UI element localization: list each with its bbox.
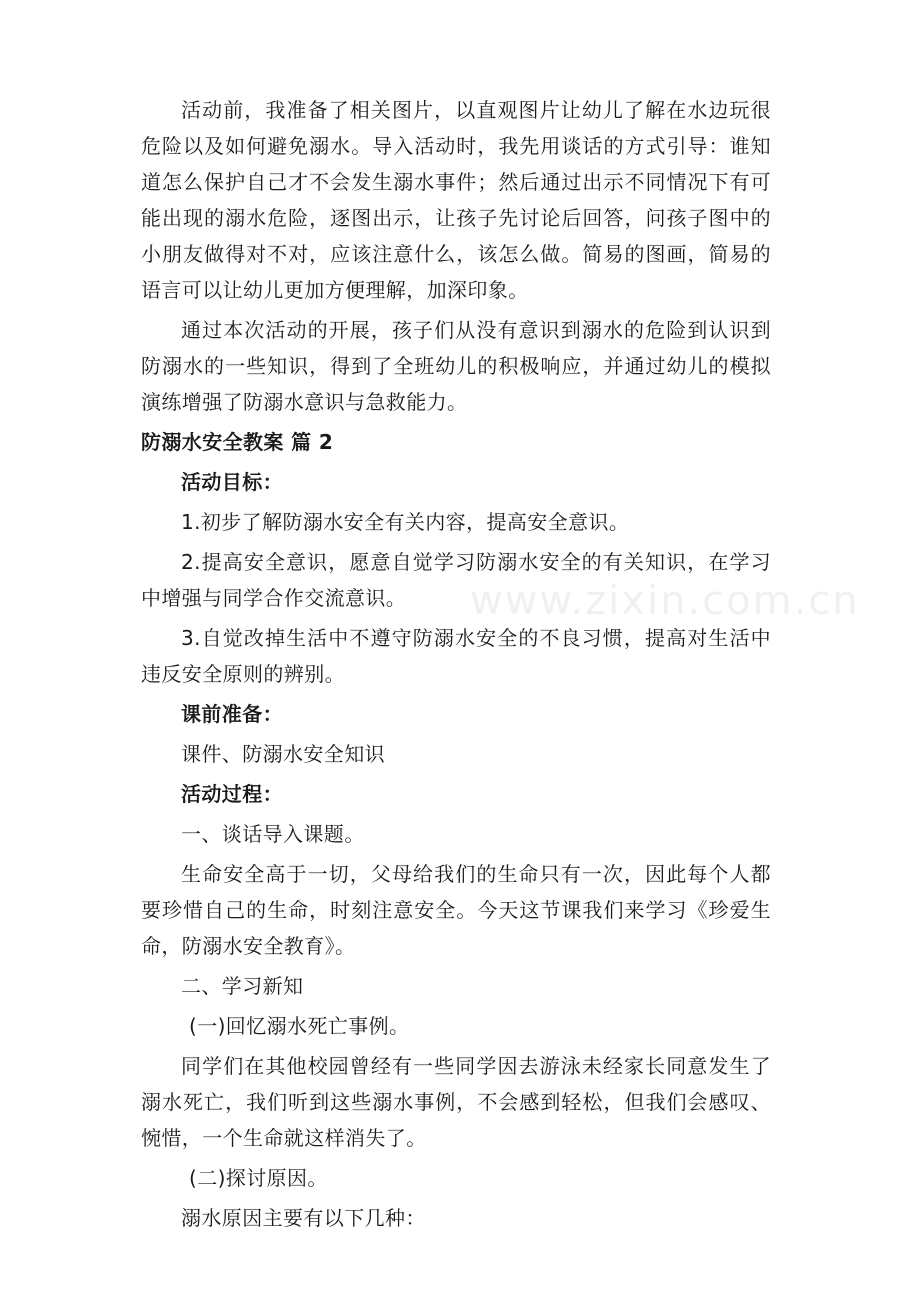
intro-paragraph-1: 活动前，我准备了相关图片，以直观图片让幼儿了解在水边玩很危险以及如何避免溺水。导入活动时，我先用谈话的方式引导：谁知道怎么保护自己才不会发生溺水事件；然后通过出示不同情况下有可能出现的溺水危险，逐图出示，让孩子先讨论后回答，问孩子图中的小朋友做得对不对，应该注意什么，该怎么做。简易的图画，简易的语言可以让幼儿更加方便理解，加深印象。 [141,98,771,302]
process-heading: 活动过程： [181,782,283,806]
goal-item-3: 3.自觉改掉生活中不遵守防溺水安全的不良习惯，提高对生活中违反安全原则的辨别。 [141,626,771,686]
step2-title: 二、学习新知 [181,974,304,998]
prep-heading: 课前准备： [181,702,283,726]
section-title: 防溺水安全教案 篇 2 [141,430,334,454]
intro-paragraph-2: 通过本次活动的开展，孩子们从没有意识到溺水的危险到认识到防溺水的一些知识，得到了全班幼儿的积极响应，并通过幼儿的模拟演练增强了防溺水意识与急救能力。 [141,318,771,414]
goal-item-2: 2.提高安全意识，愿意自觉学习防溺水安全的有关知识，在学习中增强与同学合作交流意识。 [141,550,771,610]
sub1-text: 同学们在其他校园曾经有一些同学因去游泳未经家长同意发生了溺水死亡，我们听到这些溺水事例，不会感到轻松，但我们会感叹、惋惜，一个生命就这样消失了。 [141,1054,771,1150]
sub1-title: (一)回忆溺水死亡事例。 [189,1014,410,1038]
goals-heading: 活动目标： [181,470,283,494]
document-body [141,92,771,1240]
prep-text: 课件、防溺水安全知识 [181,742,385,766]
sub2-text: 溺水原因主要有以下几种： [181,1206,426,1230]
step1-title: 一、谈话导入课题。 [181,822,365,846]
watermark: www.zixin.com.cn [470,578,860,624]
step1-text: 生命安全高于一切，父母给我们的生命只有一次，因此每个人都要珍惜自己的生命，时刻注意安全。今天这节课我们来学习《珍爱生命，防溺水安全教育》。 [141,862,771,958]
goal-item-1: 1.初步了解防溺水安全有关内容，提高安全意识。 [181,510,630,534]
sub2-title: (二)探讨原因。 [189,1166,328,1190]
